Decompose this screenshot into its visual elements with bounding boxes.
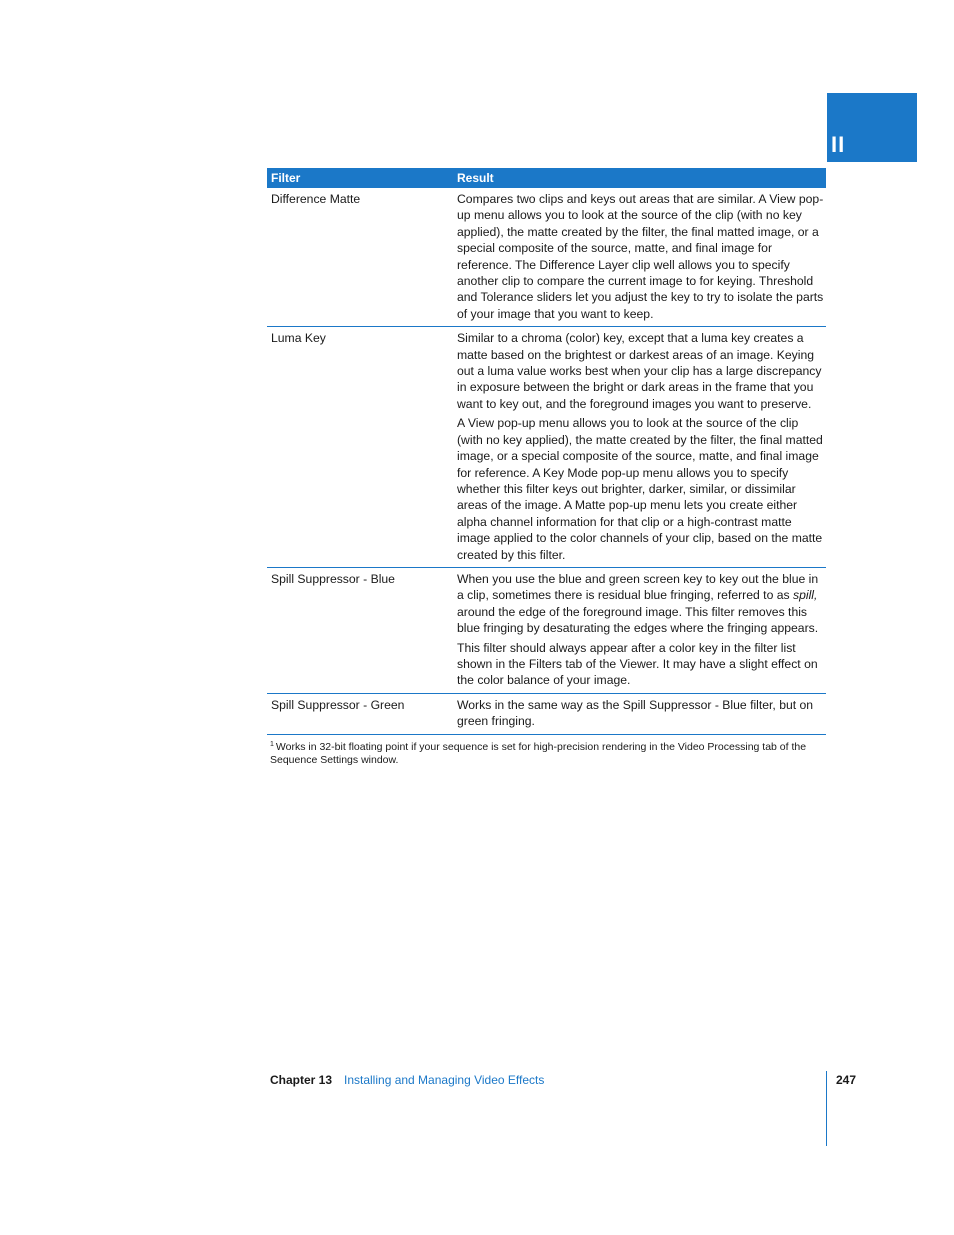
filters-table: [267, 168, 826, 735]
table-row: [267, 327, 826, 568]
footer-divider: [826, 1071, 827, 1146]
result-paragraph: A View pop-up menu allows you to look at the source of the clip (with no key applied), the matte created by the filter, the final matted image, or a special composite of the source, matte, and final image for reference. A Key Mode pop-up menu allows you to specify whether this filter keys out brighter, darker, similar, or dissimilar areas of the image. A Matte pop-up menu lets you create either alpha channel information for that clip or a high-contrast matte image applied to the color channels of your clip, based on the matte created by this filter.: [457, 416, 823, 562]
table-row: [267, 567, 826, 693]
table-header-row: [267, 168, 826, 188]
footnote-text: Works in 32-bit floating point if your sequence is set for high-precision rendering in the Video Processing tab of the Sequence Settings window.: [270, 741, 807, 766]
filter-result: [453, 188, 826, 327]
header-result: Result: [453, 168, 826, 188]
filter-name: Difference Matte: [267, 188, 453, 327]
filter-name: Luma Key: [267, 327, 453, 568]
footer-chapter-title[interactable]: Installing and Managing Video Effects: [344, 1073, 545, 1087]
result-paragraph: When you use the blue and green screen key to key out the blue in a clip, sometimes there is residual blue fringing, referred to as spill, around the edge of the foreground image. This filter removes this blue fringing by desaturating the edges where the fringing appears.: [457, 571, 819, 636]
filter-result: [453, 567, 826, 693]
filter-name: Spill Suppressor - Blue: [267, 567, 453, 693]
filter-result: [453, 327, 826, 568]
header-filter: Filter: [267, 168, 453, 188]
result-paragraph: Works in the same way as the Spill Suppressor - Blue filter, but on green fringing.: [457, 697, 814, 729]
result-paragraph: This filter should always appear after a color key in the filter list shown in the Filters tab of the Viewer. It may have a slight effect on the color balance of your image.: [457, 640, 818, 688]
filter-result: [453, 693, 826, 734]
result-paragraph: Similar to a chroma (color) key, except that a luma key creates a matte based on the brightest or darkest areas of an image. Keying out a luma value works best when your clip has a large discrepancy in exposure between the bright or dark areas in the frame that you want to key out, and the foreground images you want to preserve.: [457, 331, 822, 411]
result-paragraph: Compares two clips and keys out areas that are similar. A View pop-up menu allows you to look at the source of the clip (with no key applied), the matte created by the filter, the final matted image, or a special composite of the source, matte, and final image for reference. The Difference Layer clip well allows you to specify another clip to compare the current image to for keying. Threshold and Tolerance sliders let you adjust the key to try to isolate the parts of your image that you want to keep.: [457, 192, 824, 321]
table-row: [267, 693, 826, 734]
filter-name: Spill Suppressor - Green: [267, 693, 453, 734]
term-spill: spill,: [793, 588, 818, 603]
part-numeral: II: [831, 132, 846, 157]
page-number: 247: [836, 1073, 857, 1087]
footer-chapter: Chapter 13: [270, 1073, 333, 1087]
part-tab: [827, 93, 917, 162]
footnote-mark: 1: [270, 741, 274, 748]
table-row: [267, 188, 826, 327]
footnote: [270, 738, 830, 767]
